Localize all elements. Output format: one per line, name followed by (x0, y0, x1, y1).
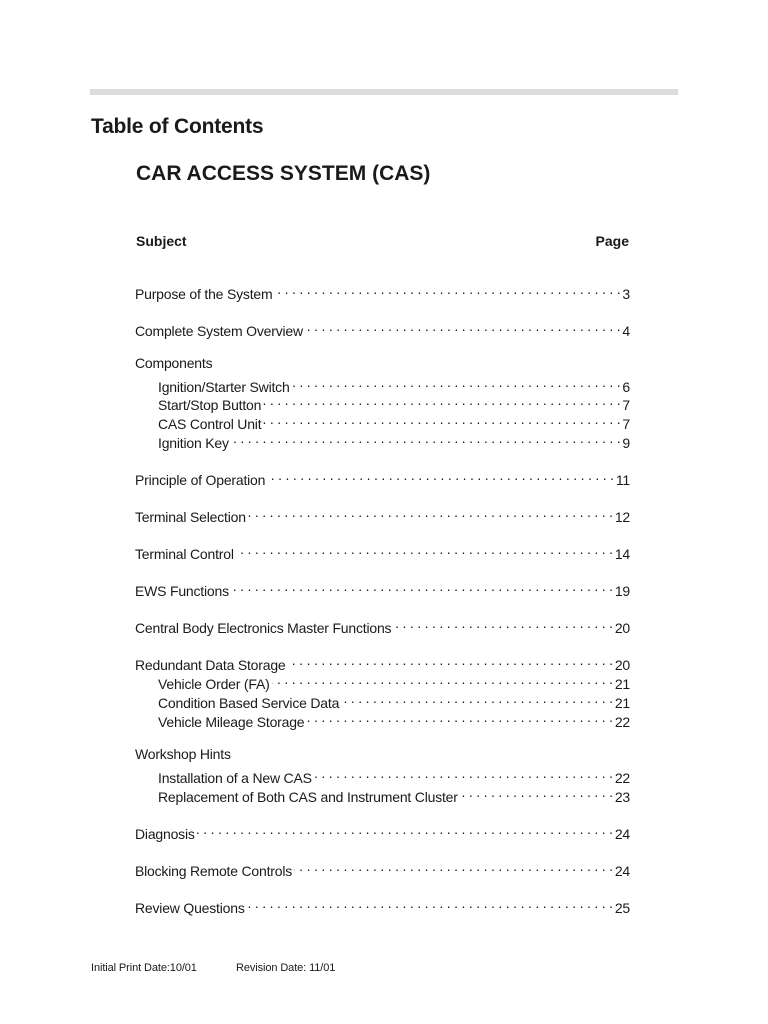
dot-leader (267, 466, 614, 485)
toc-entry-blocking[interactable] (135, 857, 630, 879)
entry-page-number: 7 (622, 397, 630, 413)
dot-leader (306, 708, 612, 727)
entry-page-number: 4 (622, 323, 630, 339)
entry-label: Review Questions (135, 900, 245, 916)
entry-page-number: 25 (614, 900, 630, 916)
entry-label: Vehicle Order (FA) (158, 676, 270, 692)
toc-entry-purpose[interactable] (135, 280, 630, 302)
dot-leader (393, 614, 612, 633)
toc-entry-install-cas[interactable] (158, 764, 630, 786)
toc-entry-principle[interactable] (135, 466, 630, 488)
toc-entry-ignition-switch[interactable] (158, 373, 630, 395)
toc-entry-cbs-data[interactable] (158, 689, 630, 711)
page-column-header: Page (595, 233, 629, 249)
entry-page-number: 14 (614, 546, 630, 562)
entry-page-number: 20 (614, 620, 630, 636)
toc-entry-ews[interactable] (135, 577, 630, 599)
entry-page-number: 21 (614, 695, 630, 711)
dot-leader (248, 503, 613, 522)
toc-entry-ignition-key[interactable] (158, 429, 630, 451)
entry-label: Terminal Control (135, 546, 234, 562)
entry-page-number: 22 (614, 770, 630, 786)
document-title: CAR ACCESS SYSTEM (CAS) (136, 162, 431, 185)
dot-leader (341, 689, 613, 708)
entry-label: Condition Based Service Data (158, 695, 340, 711)
toc-entry-terminal-control[interactable] (135, 540, 630, 562)
dot-leader (294, 857, 613, 876)
dot-leader (236, 540, 613, 559)
entry-label: EWS Functions (135, 583, 229, 599)
dot-leader (460, 783, 613, 802)
dot-leader (305, 317, 620, 336)
entry-page-number: 6 (622, 379, 630, 395)
toc-entry-redundant[interactable] (135, 651, 630, 673)
entry-page-number: 24 (614, 826, 630, 842)
dot-leader (274, 280, 620, 299)
dot-leader (231, 577, 613, 596)
dot-leader (263, 410, 620, 429)
entry-label: Ignition Key (158, 435, 229, 451)
entry-page-number: 20 (614, 657, 630, 673)
entry-page-number: 3 (622, 286, 630, 302)
entry-page-number: 11 (615, 472, 630, 488)
toc-section-workshop: Workshop Hints (135, 746, 231, 762)
entry-label: Blocking Remote Controls (135, 863, 293, 879)
revision-date: Revision Date: 11/01 (236, 962, 336, 974)
dot-leader (292, 373, 621, 392)
entry-label: Redundant Data Storage (135, 657, 286, 673)
entry-label: Diagnosis (135, 826, 195, 842)
toc-entry-overview[interactable] (135, 317, 630, 339)
dot-leader (231, 429, 621, 448)
entry-label: CAS Control Unit (158, 416, 262, 432)
entry-page-number: 12 (614, 509, 630, 525)
toc-entry-terminal-selection[interactable] (135, 503, 630, 525)
dot-leader (314, 764, 613, 783)
entry-label: Principle of Operation (135, 472, 266, 488)
entry-label: Vehicle Mileage Storage (158, 714, 305, 730)
entry-label: Purpose of the System (135, 286, 273, 302)
toc-entry-vehicle-order[interactable] (158, 670, 630, 692)
dot-leader (288, 651, 613, 670)
toc-entry-review[interactable] (135, 894, 630, 916)
top-divider (90, 89, 678, 95)
toc-entry-diagnosis[interactable] (135, 820, 630, 842)
entry-label: Ignition/Starter Switch (158, 379, 290, 395)
dot-leader (247, 894, 613, 913)
dot-leader (197, 820, 613, 839)
entry-page-number: 24 (614, 863, 630, 879)
entry-page-number: 22 (614, 714, 630, 730)
toc-entry-central-body[interactable] (135, 614, 630, 636)
entry-page-number: 23 (614, 789, 630, 805)
entry-page-number: 19 (614, 583, 630, 599)
toc-entry-replace-both[interactable] (158, 783, 630, 805)
entry-label: Replacement of Both CAS and Instrument Cluster (158, 789, 458, 805)
dot-leader (272, 670, 613, 689)
entry-label: Start/Stop Button (158, 397, 262, 413)
toc-heading: Table of Contents (91, 115, 264, 138)
toc-entry-cas-control-unit[interactable] (158, 410, 630, 432)
entry-label: Central Body Electronics Master Functions (135, 620, 392, 636)
initial-print-date: Initial Print Date:10/01 (91, 962, 197, 974)
entry-page-number: 7 (622, 416, 630, 432)
subject-column-header: Subject (136, 233, 187, 249)
toc-section-components: Components (135, 355, 213, 371)
toc-entry-mileage[interactable] (158, 708, 630, 730)
entry-page-number: 21 (614, 676, 630, 692)
entry-label: Complete System Overview (135, 323, 303, 339)
dot-leader (263, 391, 620, 410)
toc-entry-start-stop[interactable] (158, 391, 630, 413)
entry-label: Terminal Selection (135, 509, 246, 525)
entry-page-number: 9 (622, 435, 630, 451)
entry-label: Installation of a New CAS (158, 770, 312, 786)
